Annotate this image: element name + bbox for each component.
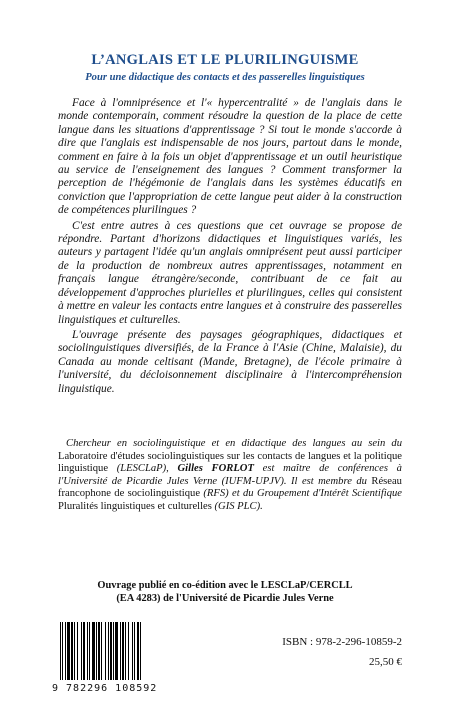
barcode-number: 9 782296 108592 [52, 683, 158, 694]
bio-part-6: (RFS) et du Groupement d'Intérêt Scientifique [203, 488, 403, 500]
summary-text [58, 97, 402, 398]
summary-paragraph-1: Face à l'omniprésence et l'« hypercentralité » de l'anglais dans le monde contemporain, comment résoudre la question de la place de cette langue dans les situations d'apprentissage ? Si tout le monde s'accorde à dire que l'anglais est indispensable de nos jours, partout dans le monde, comment en faire à la fois un objet d'apprentissage et un outil heuristique au service de l'enseignement des langues ? Comment transformer la perception de l'hégémonie de l'anglais dans les systèmes éducatifs en conviction que l'appropriation de cette langue peut aider à la construction de compétences plurilingues ? [58, 97, 402, 217]
isbn: ISBN : 978-2-296-10859-2 [282, 636, 402, 648]
bio-part-5: Réseau francophone de sociolinguistique [58, 475, 402, 500]
publication-note [0, 580, 450, 606]
bio-part-4: est maître de conférences à l'Université de Picardie Jules Verne (IUFM-UPJV). Il est membre du [58, 463, 402, 487]
publication-line-2: (EA 4283) de l'Université de Picardie Jules Verne [116, 592, 334, 604]
book-title: L’ANGLAIS ET LE PLURILINGUISME [91, 52, 359, 68]
bio-part-7: Pluralités linguistiques et culturelles [58, 500, 215, 512]
bio-part-2: Laboratoire d'études sociolinguistiques sur les contacts de langues et la politique linguistique [58, 450, 402, 475]
barcode [58, 622, 184, 682]
bio-part-3: (LESCLaP), [116, 463, 178, 475]
author-name: Gilles FORLOT [177, 463, 254, 475]
publication-line-1: Ouvrage publié en co-édition avec le LESCLaP/CERCLL [97, 580, 353, 591]
summary-paragraph-3: L'ouvrage présente des paysages géographiques, didactiques et sociolinguistiques diversifiés, de la France à l'Asie (Chine, Malaisie), du Canada au monde celtisant (Mande, Bretagne), de l'école primaire à l'université, du décloisonnement disciplinaire à l'intercompréhension linguistique. [58, 328, 402, 395]
bio-part-8: (GIS PLC). [214, 500, 263, 512]
price: 25,50 € [369, 656, 402, 668]
author-bio [58, 438, 402, 514]
barcode-graphic [58, 622, 184, 682]
book-subtitle: Pour une didactique des contacts et des passerelles linguistiques [85, 72, 365, 83]
bio-part-1: Chercheur en sociolinguistique et en didactique des langues au sein du [66, 438, 402, 449]
summary-paragraph-2: C'est entre autres à ces questions que cet ouvrage se propose de répondre. Partant d'horizons didactiques et linguistiques variés, les auteurs y partagent l'idée qu'un anglais omniprésent peut aussi participer de la production de nombreux autres apprentissages, notamment en français langue étrangère/seconde, contribuant de ce fait au développement d'approches plurielles et plurilingues, celles qui consistent à mettre en valeur les contacts entre langues et à construire des passerelles linguistiques et culturelles. [58, 219, 402, 326]
